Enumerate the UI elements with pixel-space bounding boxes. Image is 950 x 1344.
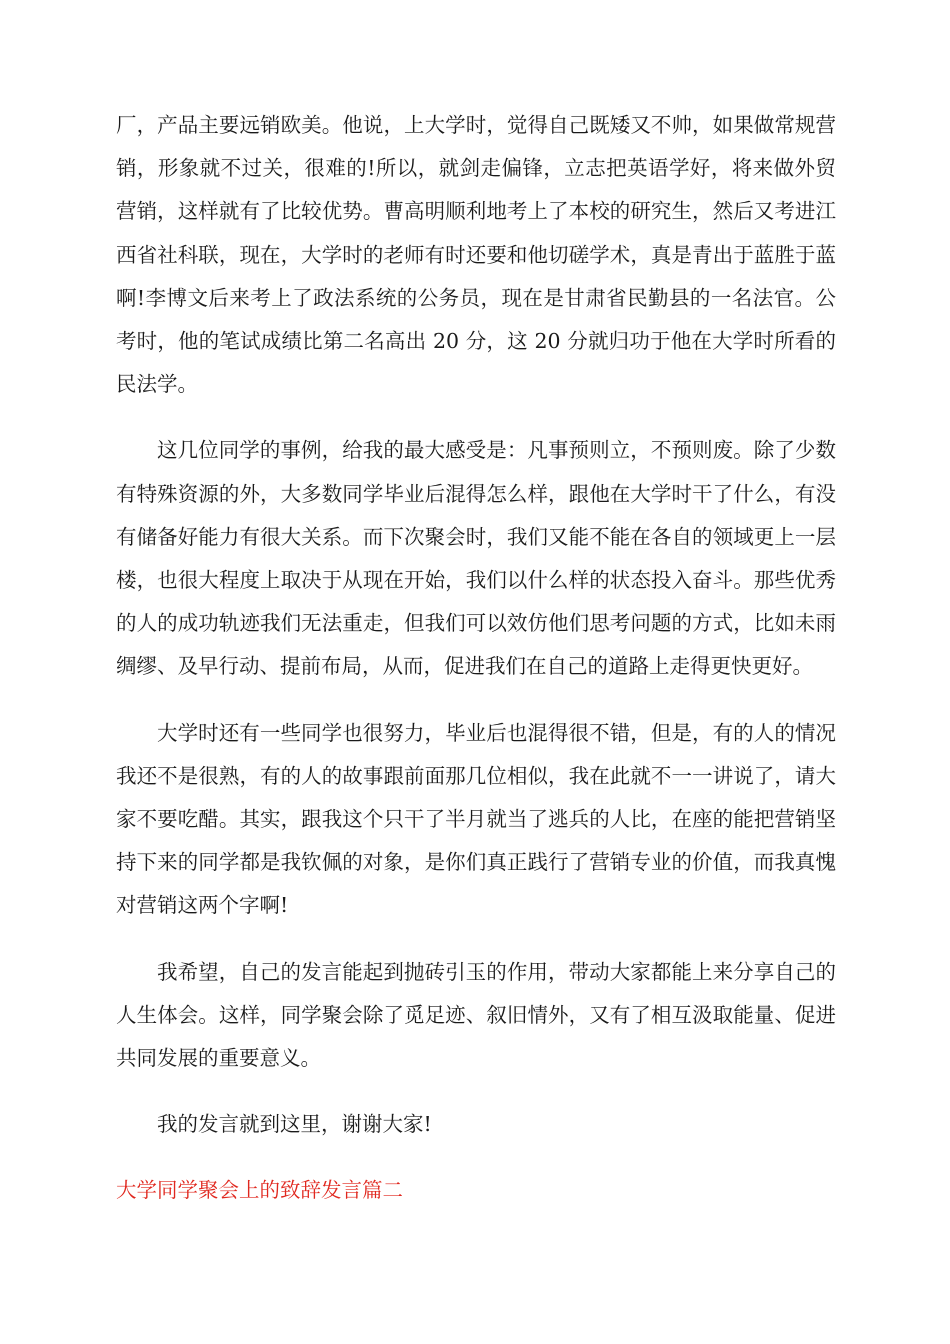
paragraph-reflection: 这几位同学的事例，给我的最大感受是：凡事预则立，不预则废。除了少数有特殊资源的外，大多数同学毕业后混得怎么样，跟他在大学时干了什么，有没有储备好能力有很大关系。而下次聚会时，我们又能不能在各自的领域更上一层楼，也很大程度上取决于从现在开始，我们以什么样的状态投入奋斗。那些优秀的人的成功轨迹我们无法重走，但我们可以效仿他们思考问题的方式，比如未雨绸缪、及早行动、提前布局，从而，促进我们在自己的道路上走得更快更好。 [116, 438, 836, 679]
paragraph-hope: 我希望，自己的发言能起到抛砖引玉的作用，带动大家都能上来分享自己的人生体会。这样，同学聚会除了觅足迹、叙旧情外，又有了相互汲取能量、促进共同发展的重要意义。 [116, 959, 836, 1071]
paragraph-continued: 厂，产品主要远销欧美。他说，上大学时，觉得自己既矮又不帅，如果做常规营销，形象就不过关，很难的!所以，就剑走偏锋，立志把英语学好，将来做外贸营销，这样就有了比较优势。曹高明顺利地考上了本校的研究生，然后又考进江西省社科联，现在，大学时的老师有时还要和他切磋学术，真是青出于蓝胜于蓝啊!李博文后来考上了政法系统的公务员，现在是甘肃省民勤县的一名法官。公考时，他的笔试成绩比第二名高出 20 分，这 20 分就归功于他在大学时所看的民法学。 [116, 113, 836, 397]
section-heading: 大学同学聚会上的致辞发言篇二 [116, 1178, 403, 1203]
paragraph-other-classmates: 大学时还有一些同学也很努力，毕业后也混得很不错，但是，有的人的情况我还不是很熟，有的人的故事跟前面那几位相似，我在此就不一一讲说了，请大家不要吃醋。其实，跟我这个只干了半月就当了逃兵的人比，在座的能把营销坚持下来的同学都是我钦佩的对象，是你们真正践行了营销专业的价值，而我真愧对营销这两个字啊! [116, 720, 836, 918]
document-page [116, 104, 836, 1213]
paragraph-closing: 我的发言就到这里，谢谢大家! [157, 1112, 432, 1137]
